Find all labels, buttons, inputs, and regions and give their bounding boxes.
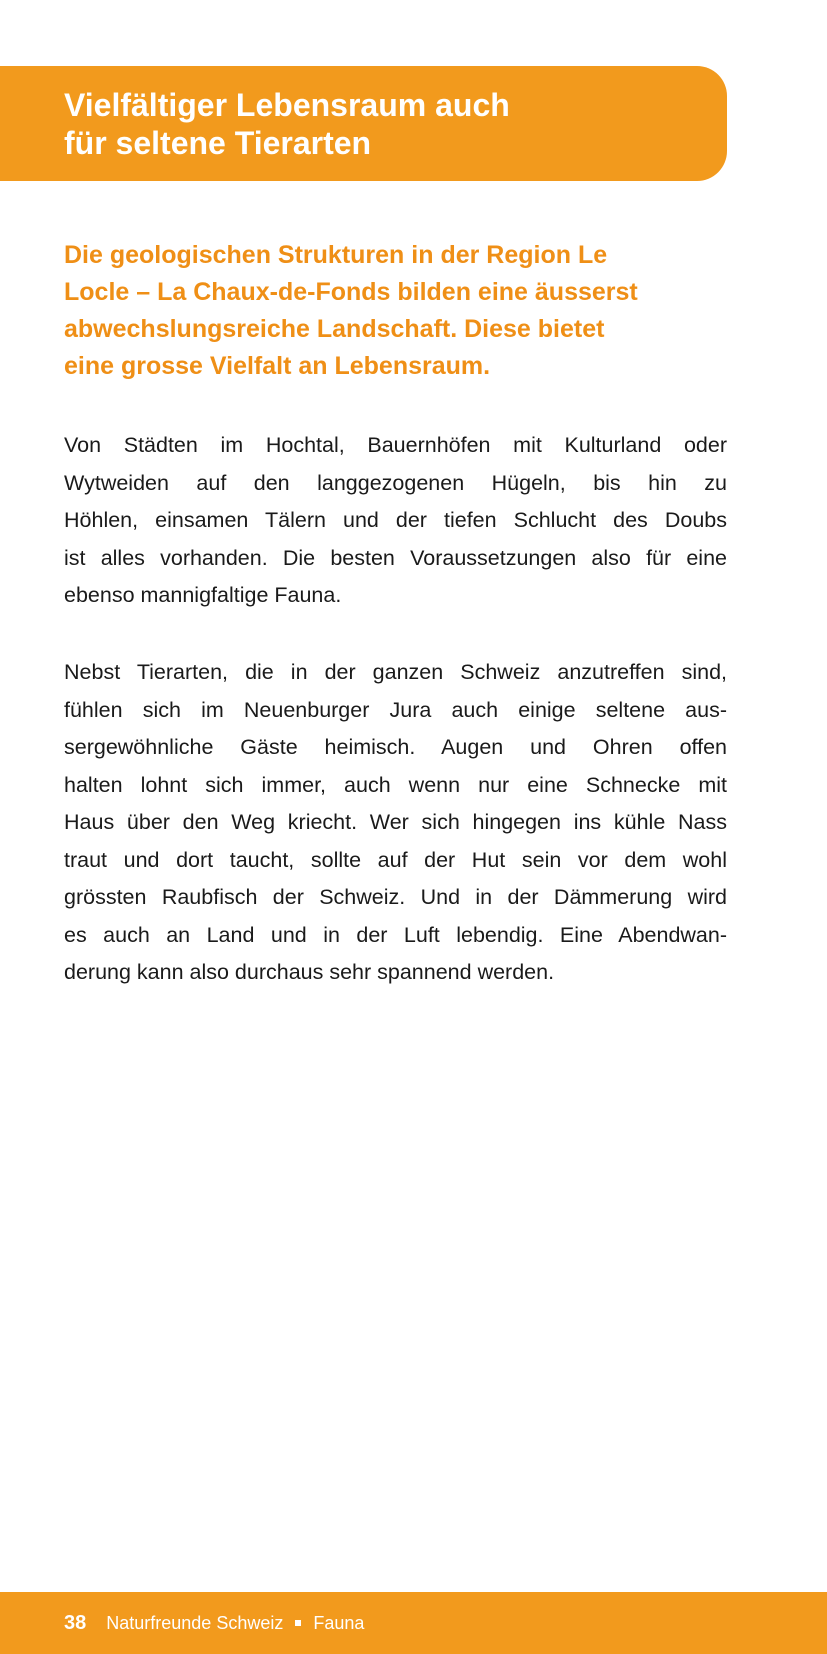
footer-publication: Naturfreunde Schweiz [106, 1612, 284, 1633]
body-line: Von Städten im Hochtal, Bauernhöfen mit Kulturland oder [64, 433, 727, 457]
body-line: sergewöhnliche Gäste heimisch. Augen und Ohren offen [64, 735, 727, 759]
title-banner [0, 66, 727, 181]
lead-line: Locle – La Chaux-de-Fonds bilden eine äusserst [64, 278, 638, 306]
body-line: fühlen sich im Neuenburger Jura auch einige seltene aus- [64, 697, 727, 722]
body-line: es auch an Land und in der Luft lebendig. Eine Abendwan- [64, 922, 727, 947]
body-line: grössten Raubfisch der Schweiz. Und in der Dämmerung wird [64, 885, 727, 909]
body-line: ebenso mannigfaltige Fauna. [64, 583, 342, 607]
footer-separator-icon [295, 1620, 301, 1626]
body-line: halten lohnt sich immer, auch wenn nur eine Schnecke mit [64, 772, 727, 797]
body-paragraph-1 [64, 427, 727, 615]
page-footer [0, 1592, 827, 1654]
lead-line: eine grosse Vielfalt an Lebensraum. [64, 352, 491, 380]
lead-line: Die geologischen Strukturen in der Region Le [64, 241, 608, 269]
body-line: Höhlen, einsamen Tälern und der tiefen Schlucht des Doubs [64, 508, 727, 532]
body-line: Haus über den Weg kriecht. Wer sich hingegen ins kühle Nass [64, 810, 727, 834]
body-line: derung kann also durchaus sehr spannend werden. [64, 960, 555, 984]
footer-section: Fauna [313, 1612, 365, 1633]
page-title-line-2: für seltene Tierarten [64, 125, 372, 161]
lead-paragraph [64, 237, 734, 385]
page-title-line-1: Vielfältiger Lebensraum auch [64, 87, 510, 123]
page-number: 38 [64, 1611, 87, 1634]
body-line: ist alles vorhanden. Die besten Voraussetzungen also für eine [64, 545, 727, 570]
body-line: Nebst Tierarten, die in der ganzen Schweiz anzutreffen sind, [64, 660, 727, 684]
body-paragraph-2 [64, 654, 727, 992]
body-line: traut und dort taucht, sollte auf der Hut sein vor dem wohl [64, 847, 727, 872]
body-line: Wytweiden auf den langgezogenen Hügeln, bis hin zu [64, 470, 727, 495]
lead-line: abwechslungsreiche Landschaft. Diese bietet [64, 315, 605, 343]
